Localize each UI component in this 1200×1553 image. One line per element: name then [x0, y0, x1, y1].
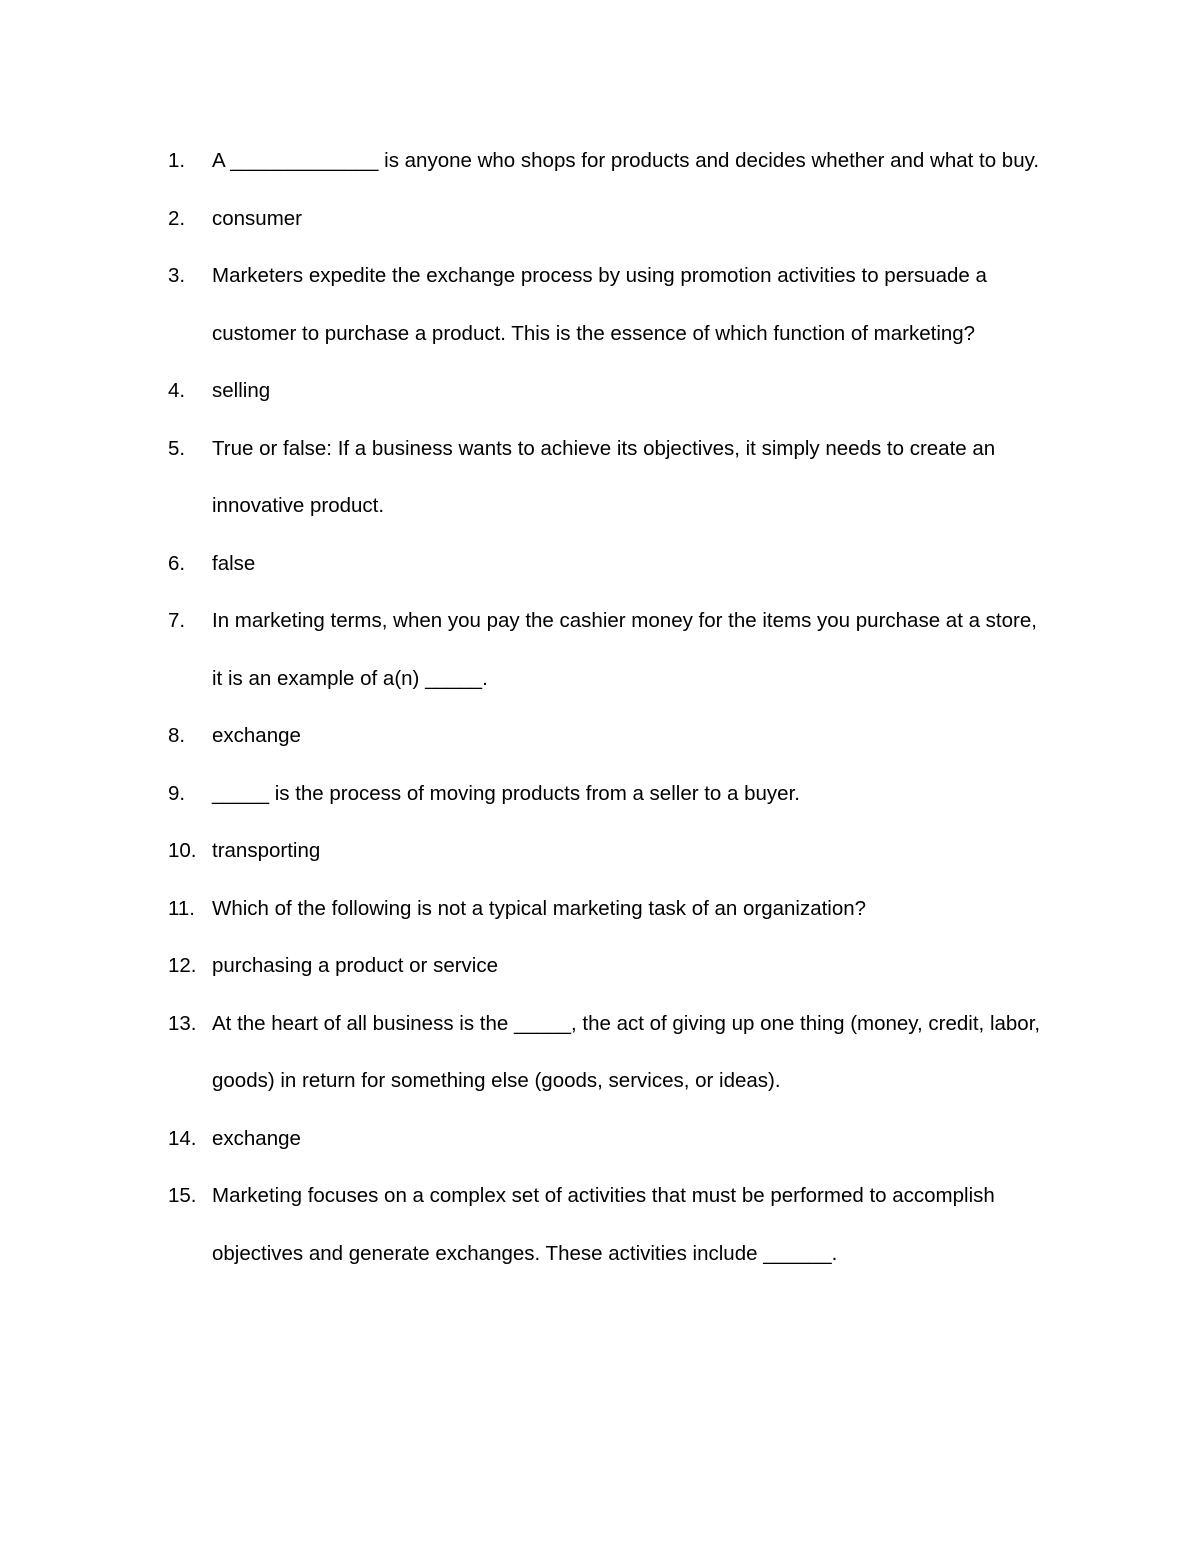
- list-item: [168, 362, 1048, 420]
- list-item: [168, 880, 1048, 938]
- item-text: Marketing focuses on a complex set of activities that must be performed to accomplish objectives and generate exchanges. These activities include ______.: [212, 1184, 995, 1265]
- item-text: exchange: [212, 724, 301, 747]
- list-item: [168, 1167, 1048, 1282]
- item-text: purchasing a product or service: [212, 954, 499, 977]
- item-number: 2.: [168, 206, 186, 230]
- list-item: [168, 937, 1048, 995]
- item-number: 12.: [168, 954, 197, 977]
- item-number: 14.: [168, 1126, 197, 1150]
- list-item: [168, 765, 1048, 823]
- item-text: At the heart of all business is the _____, the act of giving up one thing (money, credit, labor, goods) in return for something else (goods, services, or ideas).: [212, 1011, 1041, 1092]
- item-number: 11.: [168, 896, 195, 920]
- item-number: 1.: [168, 149, 186, 172]
- item-text: True or false: If a business wants to achieve its objectives, it simply needs to create an innovative product.: [212, 436, 996, 517]
- item-text: Which of the following is not a typical marketing task of an organization?: [212, 896, 867, 920]
- item-number: 7.: [168, 609, 186, 632]
- item-number: 9.: [168, 781, 186, 805]
- item-text: selling: [212, 379, 271, 402]
- item-number: 10.: [168, 839, 197, 862]
- item-number: 3.: [168, 264, 186, 287]
- list-item: [168, 190, 1048, 248]
- item-number: 15.: [168, 1184, 197, 1207]
- item-number: 8.: [168, 724, 186, 747]
- list-item: [168, 535, 1048, 593]
- item-text: Marketers expedite the exchange process by using promotion activities to persuade a customer to purchase a product. This is the essence of which function of marketing?: [212, 264, 987, 345]
- item-text: A _____________ is anyone who shops for products and decides whether and what to buy.: [212, 149, 1040, 172]
- item-text: false: [212, 551, 256, 575]
- list-item: [168, 822, 1048, 880]
- item-text: exchange: [212, 1126, 301, 1150]
- item-text: consumer: [212, 206, 303, 230]
- item-text: _____ is the process of moving products from a seller to a buyer.: [212, 781, 800, 805]
- item-number: 5.: [168, 436, 186, 460]
- list-item: [168, 1110, 1048, 1168]
- list-item: [168, 592, 1048, 707]
- list-item: [168, 995, 1048, 1110]
- item-number: 13.: [168, 1011, 197, 1035]
- item-text: In marketing terms, when you pay the cashier money for the items you purchase at a store, it is an example of a(n) _____.: [212, 609, 1037, 690]
- item-text: transporting: [212, 839, 321, 862]
- list-item: [168, 247, 1048, 362]
- item-number: 6.: [168, 551, 186, 575]
- list-item: [168, 420, 1048, 535]
- question-list: [168, 132, 1048, 1282]
- list-item: [168, 132, 1048, 190]
- list-item: [168, 707, 1048, 765]
- item-number: 4.: [168, 379, 186, 402]
